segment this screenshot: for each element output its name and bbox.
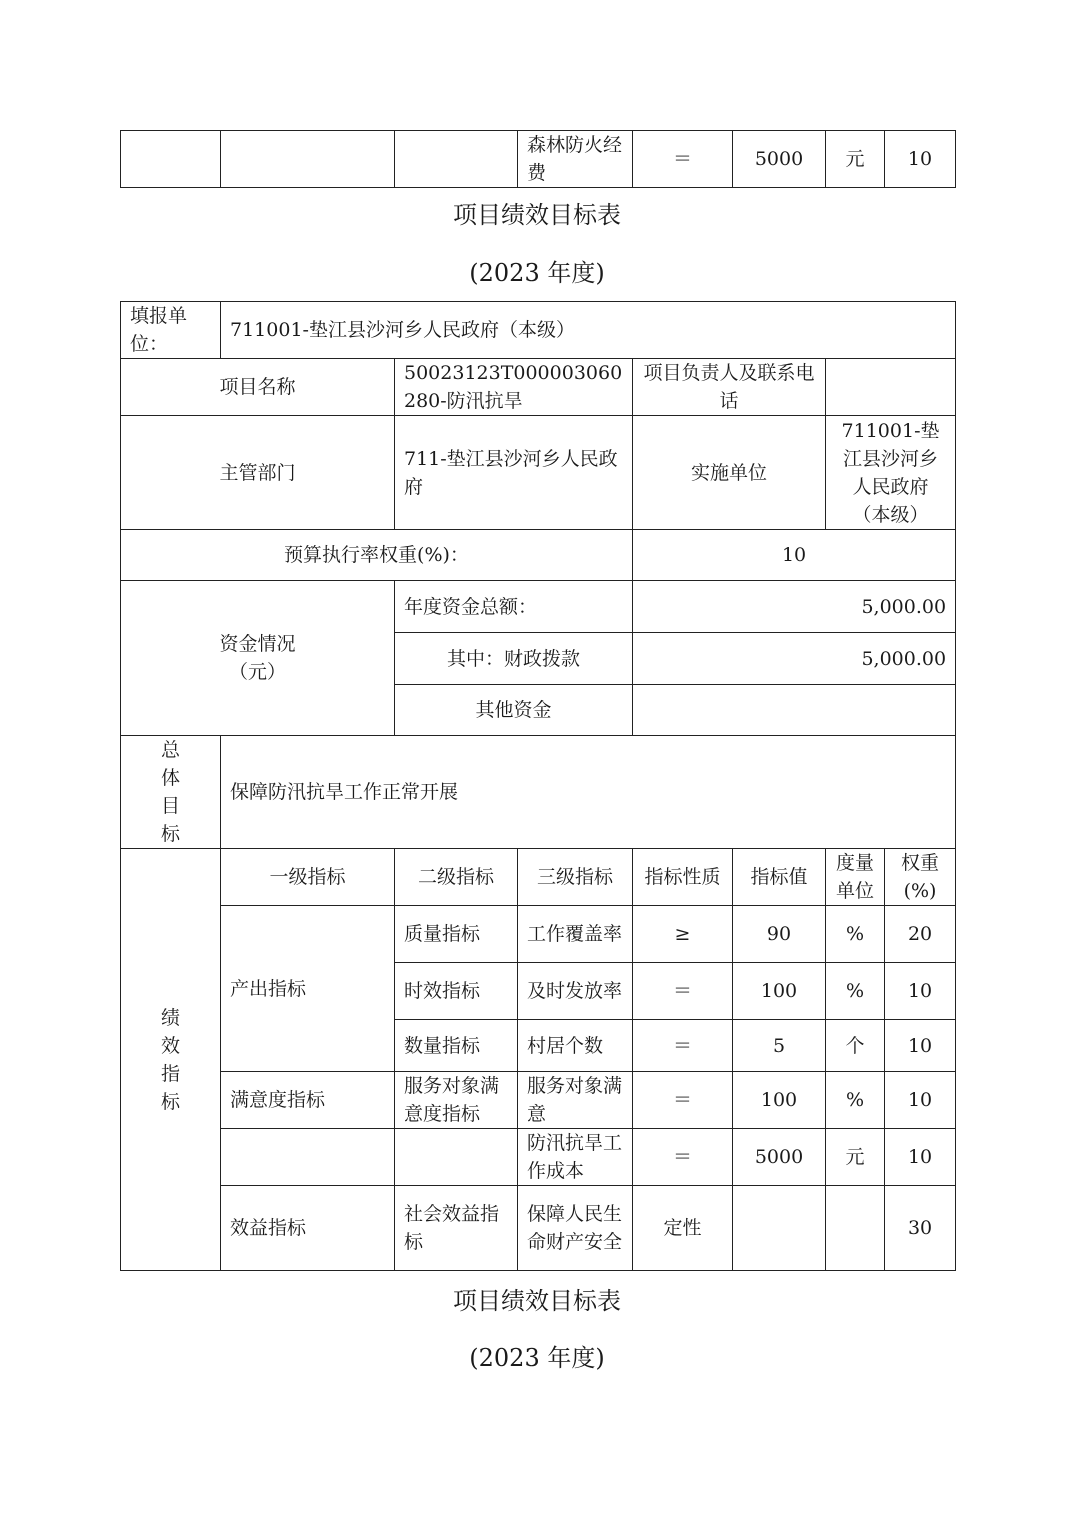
budget-rate-value: 10 xyxy=(633,530,956,581)
row-nature: ＝ xyxy=(633,1072,733,1129)
row-l3: 村居个数 xyxy=(518,1020,633,1072)
project-name-label: 项目名称 xyxy=(121,359,395,416)
row-weight: 10 xyxy=(885,963,956,1020)
row-unit: % xyxy=(826,1072,885,1129)
dept-label: 主管部门 xyxy=(121,416,395,530)
row-l1: 效益指标 xyxy=(221,1186,395,1271)
row-l1: 满意度指标 xyxy=(221,1072,395,1129)
row-nature: ＝ xyxy=(633,1020,733,1072)
row-value: 100 xyxy=(733,963,826,1020)
budget-rate-label: 预算执行率权重(%)： xyxy=(121,530,633,581)
cell-empty xyxy=(395,131,518,188)
row-unit: 元 xyxy=(826,1129,885,1186)
row-weight: 10 xyxy=(885,1020,956,1072)
row-l3: 保障人民生命财产安全 xyxy=(518,1186,633,1271)
row-weight: 10 xyxy=(885,1072,956,1129)
row-unit xyxy=(826,1186,885,1271)
project-name-value: 50023123T000003060280-防汛抗旱 xyxy=(395,359,633,416)
contact-label: 项目负责人及联系电话 xyxy=(633,359,826,416)
row-l2: 服务对象满意度指标 xyxy=(395,1072,518,1129)
row-value: 5000 xyxy=(733,1129,826,1186)
row-l3: 服务对象满意 xyxy=(518,1072,633,1129)
row-l3: 工作覆盖率 xyxy=(518,906,633,963)
row-l1 xyxy=(221,1129,395,1186)
row-nature: ≥ xyxy=(633,906,733,963)
header-value: 指标值 xyxy=(733,849,826,906)
fund-other-value xyxy=(633,685,956,736)
performance-target-table xyxy=(120,301,956,1271)
fund-label: 资金情况（元） xyxy=(121,581,395,736)
row-value: 5 xyxy=(733,1020,826,1072)
fund-fiscal-value: 5,000.00 xyxy=(633,633,956,685)
impl-value: 711001-垫江县沙河乡人民政府（本级） xyxy=(826,416,956,530)
row-weight: 10 xyxy=(885,1129,956,1186)
row-l2: 时效指标 xyxy=(395,963,518,1020)
header-nature: 指标性质 xyxy=(633,849,733,906)
perf-label: 绩效指标 xyxy=(121,849,221,1271)
page-year: (2023 年度) xyxy=(469,259,605,287)
row-nature: ＝ xyxy=(633,963,733,1020)
row-value: 100 xyxy=(733,1072,826,1129)
header-l3: 三级指标 xyxy=(518,849,633,906)
cell-empty xyxy=(121,131,221,188)
indicator-unit: 元 xyxy=(826,131,885,188)
continuation-table xyxy=(120,130,956,188)
row-value xyxy=(733,1186,826,1271)
row-nature: ＝ xyxy=(633,1129,733,1186)
row-weight: 20 xyxy=(885,906,956,963)
fund-total-value: 5,000.00 xyxy=(633,581,956,633)
fund-fiscal-label: 其中：财政拨款 xyxy=(395,633,633,685)
row-weight: 30 xyxy=(885,1186,956,1271)
goal-label: 总体目标 xyxy=(121,736,221,849)
row-value: 90 xyxy=(733,906,826,963)
next-page-title: 项目绩效目标表 xyxy=(453,1287,621,1315)
indicator-l3: 森林防火经费 xyxy=(518,131,633,188)
fund-other-label: 其他资金 xyxy=(395,685,633,736)
header-weight: 权重(%) xyxy=(885,849,956,906)
row-l3: 及时发放率 xyxy=(518,963,633,1020)
row-l2: 社会效益指标 xyxy=(395,1186,518,1271)
impl-label: 实施单位 xyxy=(633,416,826,530)
indicator-nature: ＝ xyxy=(633,131,733,188)
header-l2: 二级指标 xyxy=(395,849,518,906)
goal-value: 保障防汛抗旱工作正常开展 xyxy=(221,736,956,849)
dept-value: 711-垫江县沙河乡人民政府 xyxy=(395,416,633,530)
header-l1: 一级指标 xyxy=(221,849,395,906)
cell-empty xyxy=(221,131,395,188)
fund-total-label: 年度资金总额： xyxy=(395,581,633,633)
row-l2 xyxy=(395,1129,518,1186)
page-title: 项目绩效目标表 xyxy=(453,201,621,229)
row-l3: 防汛抗旱工作成本 xyxy=(518,1129,633,1186)
row-nature: 定性 xyxy=(633,1186,733,1271)
filler-label: 填报单位： xyxy=(121,302,221,359)
header-unit: 度量单位 xyxy=(826,849,885,906)
contact-value xyxy=(826,359,956,416)
row-unit: 个 xyxy=(826,1020,885,1072)
filler-value: 711001-垫江县沙河乡人民政府（本级） xyxy=(221,302,956,359)
row-l1: 产出指标 xyxy=(221,906,395,1072)
next-page-year: (2023 年度) xyxy=(469,1344,605,1372)
row-unit: % xyxy=(826,906,885,963)
indicator-weight: 10 xyxy=(885,131,956,188)
indicator-value: 5000 xyxy=(733,131,826,188)
row-l2: 数量指标 xyxy=(395,1020,518,1072)
row-l2: 质量指标 xyxy=(395,906,518,963)
row-unit: % xyxy=(826,963,885,1020)
